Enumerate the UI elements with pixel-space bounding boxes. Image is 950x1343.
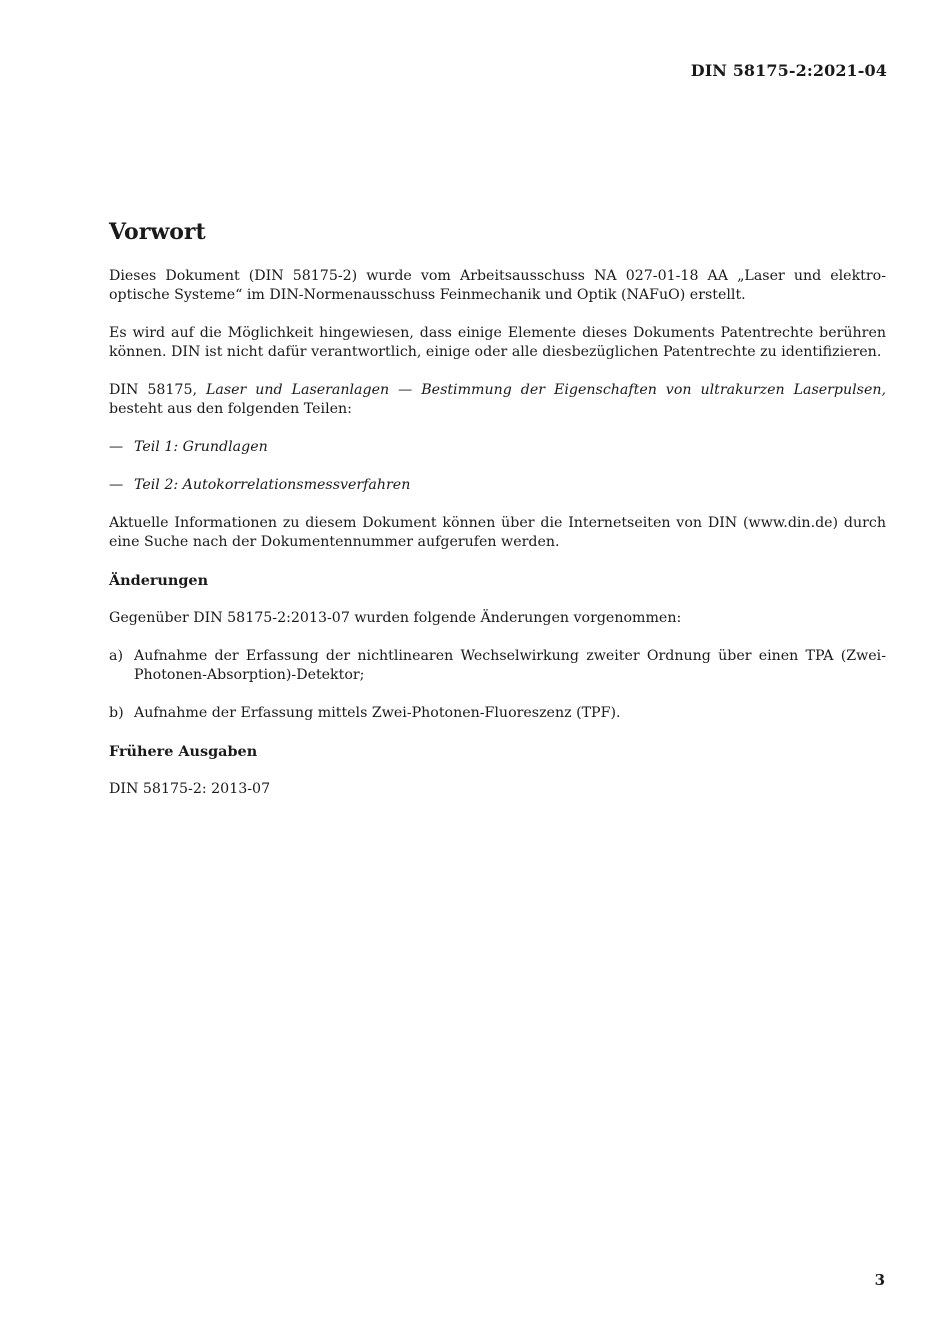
list-item-part-1 [109, 438, 886, 457]
paragraph-series-intro [109, 381, 886, 419]
part-label: Teil 1: Grundlagen [134, 439, 268, 455]
changes-intro: Gegenüber DIN 58175-2:2013-07 wurden folgende Änderungen vorgenommen: [109, 610, 682, 626]
change-text: Aufnahme der Erfassung mittels Zwei-Photonen-Fluoreszenz (TPF). [134, 705, 621, 721]
part-label: Teil 2: Autokorrelationsmessverfahren [134, 477, 411, 493]
list-item-part-2 [109, 476, 886, 495]
series-intro-prefix: DIN 58175, [109, 382, 206, 398]
paragraph-committee: Dieses Dokument (DIN 58175-2) wurde vom Arbeitsausschuss NA 027-01-18 AA „Laser und elektro-optische Systeme“ im DIN-Normenausschuss Feinmechanik und Optik (NAFuO) erstellt. [109, 268, 886, 303]
dash-marker: — [109, 477, 124, 493]
changes-heading: Änderungen [109, 572, 209, 589]
paragraph-online-info: Aktuelle Informationen zu diesem Dokument können über die Internetseiten von DIN (www.din.de) durch eine Suche nach der Dokumentennummer aufgerufen werden. [109, 515, 886, 550]
list-marker: a) [109, 648, 123, 664]
list-item-change-a [109, 647, 886, 685]
dash-marker: — [109, 439, 124, 455]
change-text: Aufnahme der Erfassung der nichtlinearen Wechselwirkung zweiter Ordnung über einen TPA (Zwei-Photonen-Absorption)-Detektor; [134, 648, 886, 683]
paragraph-patent-notice: Es wird auf die Möglichkeit hingewiesen, dass einige Elemente dieses Dokuments Patentrechte berühren können. DIN ist nicht dafür verantwortlich, einige oder alle diesbezüglichen Patentrechte zu identifizieren. [109, 325, 886, 360]
series-intro-suffix: besteht aus den folgenden Teilen: [109, 401, 352, 417]
section-title: Vorwort [109, 219, 206, 245]
previous-editions-text: DIN 58175-2: 2013-07 [109, 781, 271, 797]
series-title: Laser und Laseranlagen — Bestimmung der Eigenschaften von ultrakurzen Laserpulsen, [205, 382, 886, 398]
list-item-change-b [109, 704, 886, 723]
page-number: 3 [874, 1271, 885, 1289]
list-marker: b) [109, 705, 124, 721]
foreword-section [109, 214, 886, 818]
previous-editions-heading: Frühere Ausgaben [109, 743, 258, 760]
document-id: DIN 58175-2:2021-04 [690, 61, 887, 80]
